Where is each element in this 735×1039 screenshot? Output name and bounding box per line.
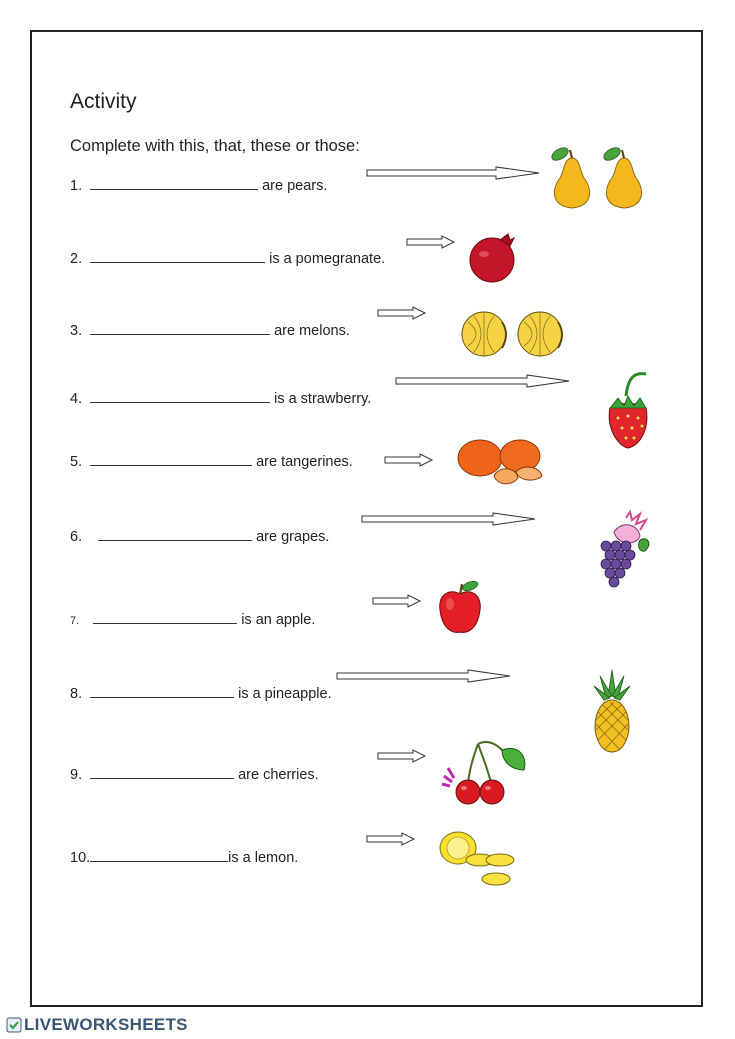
instruction-text: Complete with this, that, these or those:: [70, 137, 360, 155]
list-item: [70, 527, 329, 545]
logo-icon: [6, 1017, 22, 1033]
item-number: 8.: [70, 686, 83, 702]
pineapple-icon: [590, 668, 634, 754]
answer-blank[interactable]: [90, 452, 252, 466]
arrow-icon: [361, 512, 537, 526]
item-text: are cherries.: [238, 767, 319, 783]
arrow-icon: [336, 669, 512, 683]
arrow-icon: [366, 832, 416, 846]
answer-blank[interactable]: [93, 610, 237, 624]
item-number: 3.: [70, 323, 83, 339]
answer-blank[interactable]: [90, 765, 234, 779]
cherries-icon: [438, 736, 530, 808]
answer-blank[interactable]: [90, 389, 270, 403]
tangerines-icon: [456, 436, 548, 490]
pears-icon: [542, 144, 648, 212]
list-item: [70, 321, 350, 339]
item-text: are grapes.: [256, 529, 330, 545]
list-item: [70, 249, 385, 267]
item-number: 2.: [70, 251, 83, 267]
item-text: are pears.: [262, 178, 328, 194]
arrow-icon: [395, 374, 571, 388]
item-text: are tangerines.: [256, 454, 353, 470]
item-text: is a lemon.: [228, 850, 299, 866]
strawberry-icon: [604, 368, 656, 452]
footer-brand: LIVEWORKSHEETS: [24, 1015, 188, 1034]
arrow-icon: [384, 453, 434, 467]
item-text: is an apple.: [241, 612, 316, 628]
answer-blank[interactable]: [90, 249, 265, 263]
item-text: is a pineapple.: [238, 686, 332, 702]
answer-blank[interactable]: [98, 527, 252, 541]
melons-icon: [458, 308, 568, 360]
item-number: 1.: [70, 178, 83, 194]
arrow-icon: [377, 306, 427, 320]
item-text: is a strawberry.: [274, 391, 372, 407]
answer-blank[interactable]: [90, 176, 258, 190]
grapes-icon: [596, 510, 654, 590]
list-item: [70, 389, 371, 407]
list-item: [70, 176, 327, 194]
answer-blank[interactable]: [90, 848, 228, 862]
arrow-icon: [366, 166, 542, 180]
item-number: 7.: [70, 615, 80, 627]
lemon-icon: [438, 826, 518, 890]
list-item: [70, 452, 353, 470]
apple-icon: [436, 578, 486, 638]
list-item: [70, 610, 315, 628]
item-number: 9.: [70, 767, 83, 783]
answer-blank[interactable]: [90, 684, 234, 698]
arrow-icon: [377, 749, 427, 763]
arrow-icon: [372, 594, 422, 608]
list-item: [70, 684, 332, 702]
item-number: 5.: [70, 454, 83, 470]
answer-blank[interactable]: [90, 321, 270, 335]
item-number: 6.: [70, 529, 83, 545]
arrow-icon: [406, 235, 456, 249]
list-item: [70, 848, 298, 866]
pomegranate-icon: [464, 230, 524, 286]
item-number: 10.: [70, 850, 91, 866]
item-number: 4.: [70, 391, 83, 407]
worksheet-title: Activity: [70, 90, 137, 113]
list-item: [70, 765, 319, 783]
item-text: are melons.: [274, 323, 350, 339]
item-text: is a pomegranate.: [269, 251, 386, 267]
liveworksheets-logo: [6, 1015, 188, 1035]
